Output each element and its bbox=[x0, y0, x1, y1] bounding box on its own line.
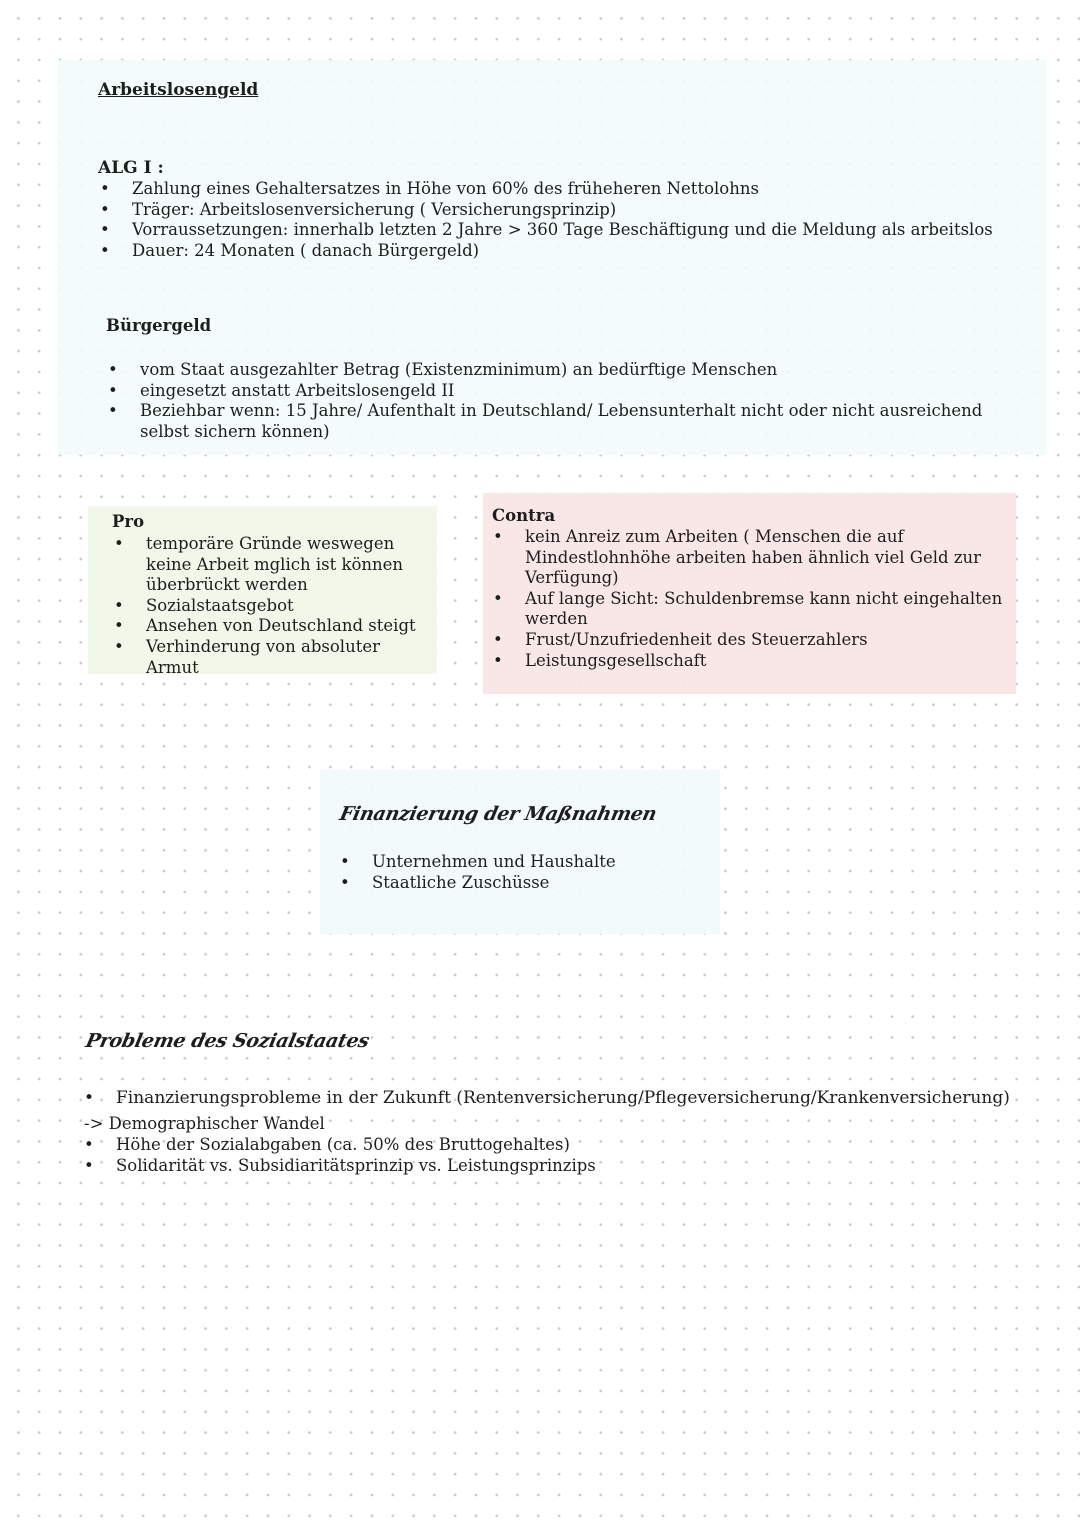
list-item: • Unternehmen und Haushalte bbox=[340, 852, 700, 873]
arbeitslosengeld-section bbox=[58, 60, 1046, 455]
list-item: • Frust/Unzufriedenheit des Steuerzahlers bbox=[493, 630, 1008, 651]
buergergeld-list bbox=[108, 360, 1018, 442]
demographic-change-note: -> Demographischer Wandel bbox=[84, 1114, 325, 1133]
contra-list bbox=[493, 527, 1008, 671]
probleme-heading: Probleme des Sozialstaates bbox=[83, 1030, 372, 1052]
alg1-heading: ALG I : bbox=[98, 158, 164, 178]
list-item: • Höhe der Sozialabgaben (ca. 50% des Bruttogehaltes) bbox=[84, 1135, 1034, 1156]
finanzierung-list bbox=[340, 852, 700, 893]
list-item: • Auf lange Sicht: Schuldenbremse kann nicht eingehalten werden bbox=[493, 589, 1008, 630]
alg1-list bbox=[100, 179, 1020, 261]
pro-list bbox=[114, 534, 429, 678]
probleme-list-continued bbox=[84, 1135, 1034, 1176]
finanzierung-heading: Finanzierung der Maßnahmen bbox=[337, 803, 659, 825]
list-item: • Ansehen von Deutschland steigt bbox=[114, 616, 429, 637]
buergergeld-heading: Bürgergeld bbox=[106, 316, 212, 335]
list-item: • Staatliche Zuschüsse bbox=[340, 873, 700, 894]
list-item: • Solidarität vs. Subsidiaritätsprinzip vs. Leistungsprinzips bbox=[84, 1156, 1034, 1177]
probleme-list bbox=[84, 1088, 1034, 1109]
list-item: • Sozialstaatsgebot bbox=[114, 596, 429, 617]
list-item: • Verhinderung von absoluter Armut bbox=[114, 637, 429, 678]
list-item: • Leistungsgesellschaft bbox=[493, 651, 1008, 672]
pro-heading: Pro bbox=[112, 512, 145, 531]
list-item: • kein Anreiz zum Arbeiten ( Menschen die auf Mindestlohnhöhe arbeiten haben ähnlich viel Geld zur Verfügung) bbox=[493, 527, 1008, 589]
list-item: • Finanzierungsprobleme in der Zukunft (Rentenversicherung/Pflegeversicherung/Krankenversicherung) bbox=[84, 1088, 1034, 1109]
arbeitslosengeld-heading: Arbeitslosengeld bbox=[98, 80, 259, 100]
pro-section bbox=[88, 506, 437, 677]
list-item: • vom Staat ausgezahlter Betrag (Existenzminimum) an bedürftige Menschen bbox=[108, 360, 1018, 381]
finanzierung-section bbox=[320, 770, 720, 934]
list-item: • Dauer: 24 Monaten ( danach Bürgergeld) bbox=[100, 241, 1020, 262]
list-item: • temporäre Gründe weswegen keine Arbeit mglich ist können überbrückt werden bbox=[114, 534, 429, 596]
contra-heading: Contra bbox=[492, 506, 556, 525]
list-item: • Zahlung eines Gehaltersatzes in Höhe von 60% des früheheren Nettolohns bbox=[100, 179, 1020, 200]
list-item: • Träger: Arbeitslosenversicherung ( Versicherungsprinzip) bbox=[100, 200, 1020, 221]
contra-section bbox=[483, 493, 1016, 694]
list-item: • eingesetzt anstatt Arbeitslosengeld II bbox=[108, 381, 1018, 402]
list-item: • Vorraussetzungen: innerhalb letzten 2 Jahre > 360 Tage Beschäftigung und die Meldung als arbeitslos bbox=[100, 220, 1020, 241]
list-item: • Beziehbar wenn: 15 Jahre/ Aufenthalt in Deutschland/ Lebensunterhalt nicht oder nicht ausreichend selbst sichern können) bbox=[108, 401, 1018, 442]
